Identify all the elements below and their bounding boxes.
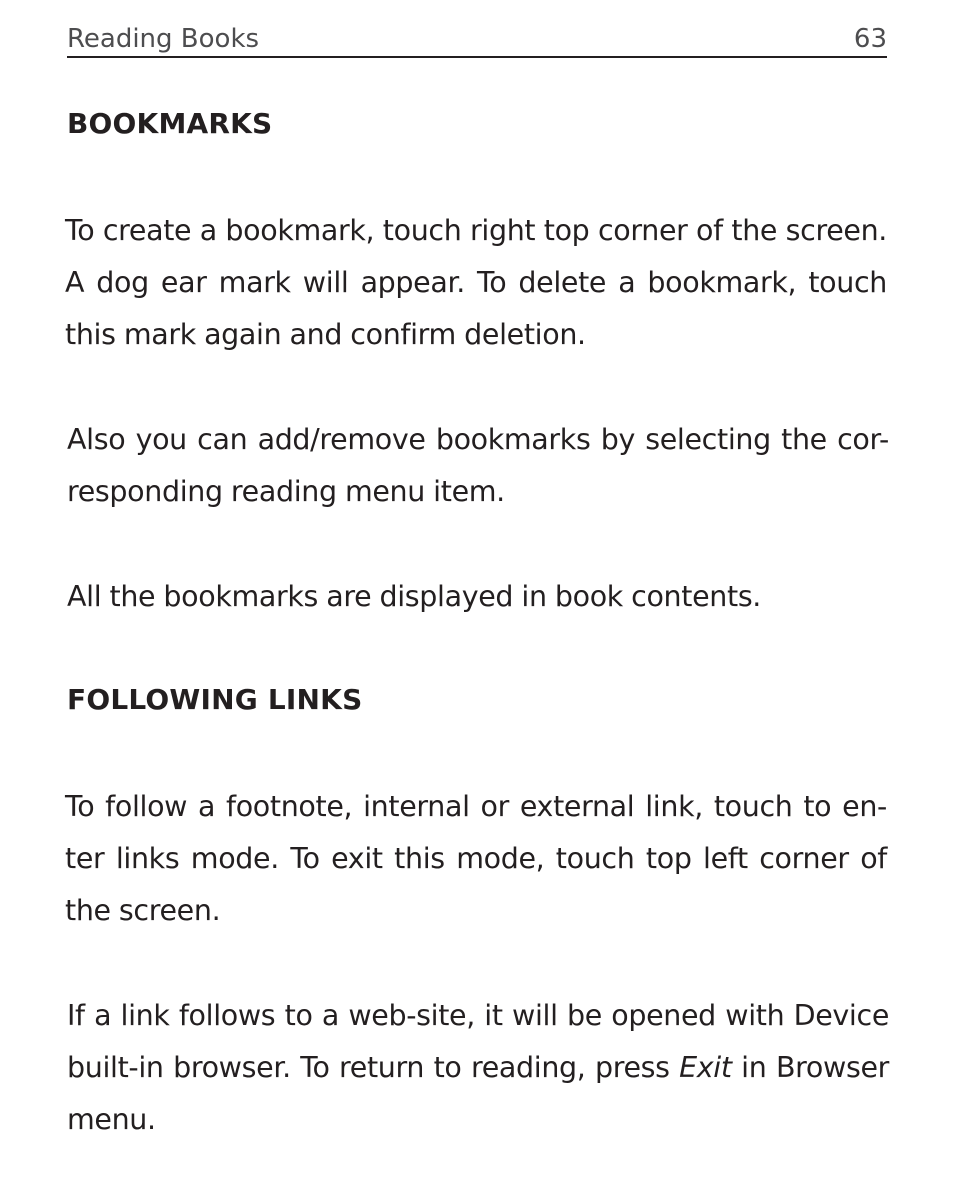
text-segment: in Browser — [731, 1051, 889, 1084]
text-line: A dog ear mark will appear. To delete a bookmark, touch — [65, 266, 887, 299]
section-heading-bookmarks: BOOKMARKS — [67, 107, 273, 140]
emphasis-exit: Exit — [679, 1051, 732, 1084]
paragraph-bookmarks-contents — [67, 571, 889, 623]
text-line: To follow a footnote, internal or external link, touch to en- — [65, 790, 887, 823]
text-line: responding reading menu item. — [67, 475, 505, 508]
text-line: ter links mode. To exit this mode, touch top left corner of — [65, 842, 887, 875]
paragraph-follow-footnote — [65, 781, 887, 937]
text-line: To create a bookmark, touch right top corner of the screen. — [65, 214, 887, 247]
paragraph-web-site-link — [67, 990, 889, 1146]
section-heading-following-links: FOLLOWING LINKS — [67, 683, 363, 716]
paragraph-add-remove-bookmarks — [67, 414, 889, 518]
text-line: this mark again and confirm deletion. — [65, 318, 586, 351]
text-line-with-emphasis — [67, 1042, 889, 1094]
text-line: All the bookmarks are displayed in book contents. — [67, 580, 762, 613]
running-header — [67, 22, 887, 58]
paragraph-create-bookmark — [65, 205, 887, 361]
text-segment: built-in browser. To return to reading, press — [67, 1051, 680, 1084]
text-line: Also you can add/remove bookmarks by selecting the cor- — [67, 423, 889, 456]
text-line: If a link follows to a web-site, it will be opened with Device — [67, 999, 889, 1032]
page-number: 63 — [853, 24, 887, 54]
chapter-title: Reading Books — [67, 24, 260, 54]
text-line: menu. — [67, 1103, 156, 1136]
text-line: the screen. — [65, 894, 221, 927]
